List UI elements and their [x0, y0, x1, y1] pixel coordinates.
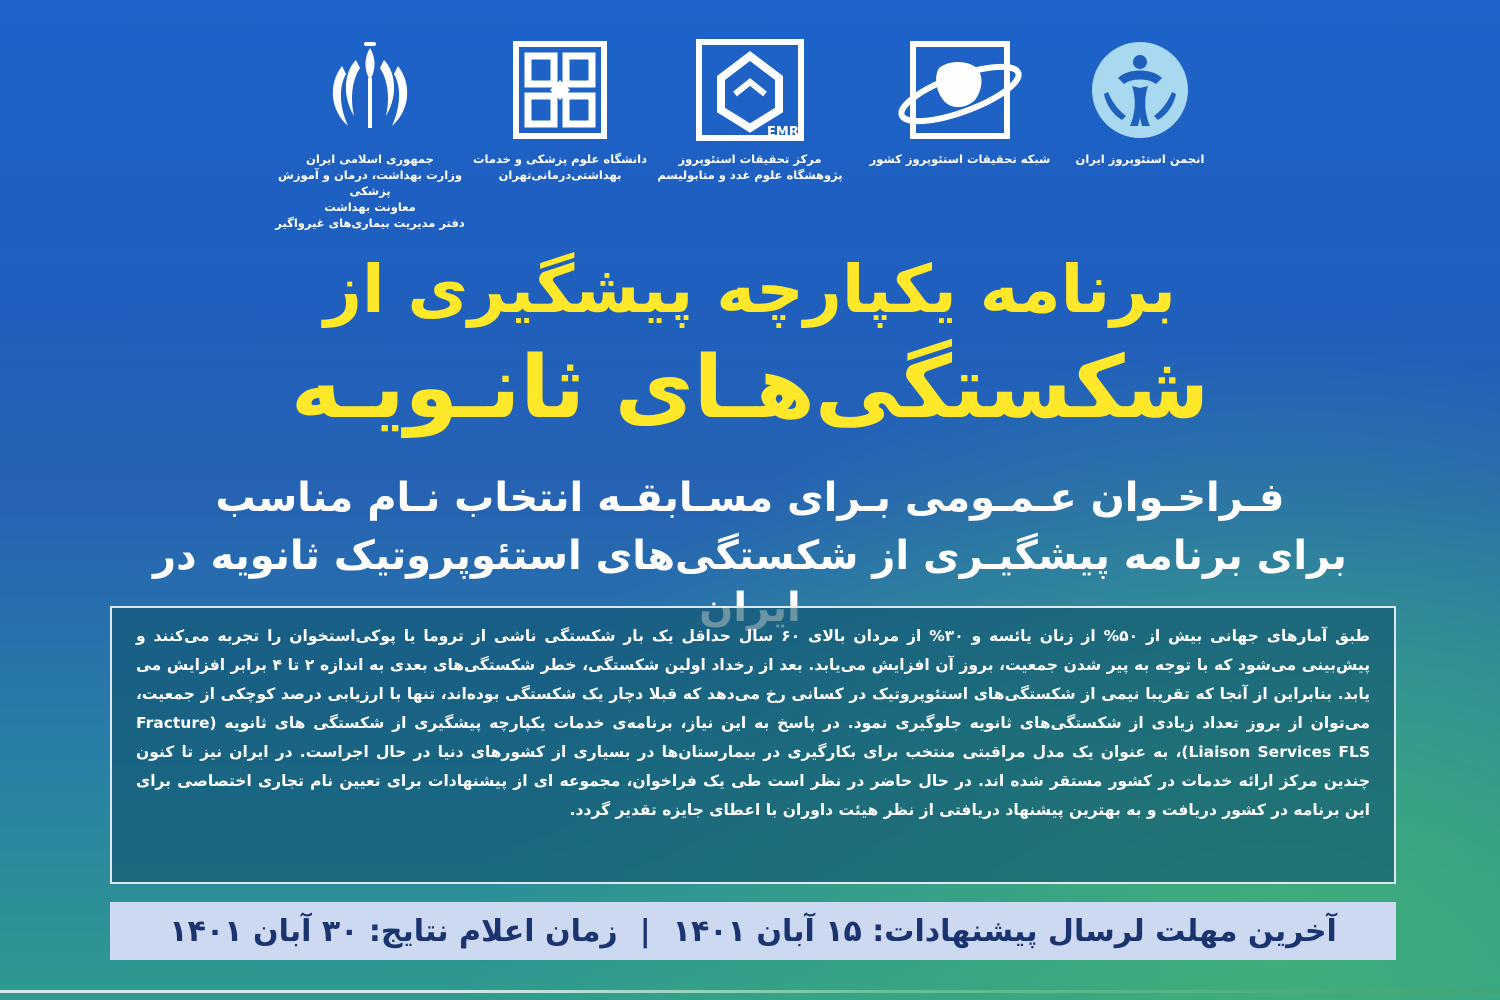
bottom-divider — [0, 990, 1500, 993]
results-date: زمان اعلام نتایج: ۳۰ آبان ۱۴۰۱ — [169, 913, 618, 949]
main-title-line1: برنامه یکپارچه پیشگیری از — [323, 251, 1177, 328]
logo-strip — [270, 35, 1230, 230]
emri-logo-icon — [650, 35, 850, 145]
logo-caption: جمهوری اسلامی ایران وزارت بهداشت، درمان و آموزش پزشکی معاونت بهداشت دفتر مدیریت بیماری‌های غیرواگیر — [275, 152, 465, 230]
submission-deadline: آخرین مهلت لرسال پیشنهادات: ۱۵ آبان ۱۴۰۱ — [672, 913, 1337, 949]
osteoporosis-society-logo-icon — [1040, 35, 1240, 145]
tums-logo — [460, 35, 660, 183]
iran-ministry-logo — [270, 35, 470, 231]
emri-logo — [650, 35, 850, 183]
osteoporosis-network-logo — [860, 35, 1060, 167]
tums-logo-icon — [460, 35, 660, 145]
description-text: طبق آمارهای جهانی بیش از ۵۰% از زنان یائسه و ۳۰% از مردان بالای ۶۰ سال حداقل یک بار شکستگی ناشی از تروما یا پوکی‌استخوان را تجربه می‌کنند و پیش‌بینی می‌شود که با توجه به پیر شدن جمعیت، بروز آن افزایش می‌یابد. بعد از رخداد اولین شکستگی، خطر شکستگی‌های بعدی به اندازه ۲ تا ۴ برابر افزایش می یابد. بنابراین از آنجا که تقریبا نیمی از شکستگی‌های استئوپروتیک در کسانی رخ می‌دهد که قبلا دچار یک شکستگی بوده‌اند، تنها با ارزیابی درصد کوچکی از جمعیت، می‌توان از بروز تعداد زیادی از شکستگی‌های ثانویه جلوگیری نمود. در پاسخ به این نیاز، برنامه‌ی خدمات یکپارچه پیشگیری از شکستگی های ثانویه (Fracture Liaison Services FLS)، به عنوان یک مدل مراقبتی منتخب برای بکارگیری در بیمارستان‌ها در بسیاری از کشورهای دنیا در حال اجراست. در ایران نیز تا کنون چندین مرکز ارائه خدمات در کشور مستقر شده اند. در حال حاضر در نظر است طی یک فراخوان، مجموعه ای از پیشنهادات برای تعیین نام تجاری اختصاصی برای این برنامه در کشور دریافت و به بهترین پیشنهاد دریافتی از نظر هیئت داوران با اعطای جایزه تقدیر گردد. — [136, 627, 1371, 819]
logo-caption: شبکه تحقیقات استئوپروز کشور — [869, 152, 1051, 166]
subtitle-line2: برای برنامه پیشگیـری از شکستگی‌های استئوپروتیک ثانویه در — [153, 533, 1347, 579]
subtitle-line1: فـراخـوان عـمـومی بـرای مسـابقـه انتخاب نـام مناسب — [215, 475, 1285, 521]
description-panel — [110, 606, 1396, 884]
emri-logo-text: EMRI — [767, 125, 804, 140]
logo-caption: انجمن استئوپروز ایران — [1075, 152, 1205, 166]
logo-caption: دانشگاه علوم پزشکی و خدمات بهداشتی‌درمانی‌تهران — [472, 152, 648, 182]
main-title-line2: شکستگی‌هـای ثانـویـه — [290, 338, 1210, 438]
osteoporosis-society-logo — [1040, 35, 1240, 167]
logo-caption: مرکز تحقیقات استئوپروز پژوهشگاه علوم غدد و متابولیسم — [657, 152, 843, 182]
deadline-separator: | — [639, 913, 651, 949]
osteoporosis-network-logo-icon — [860, 35, 1060, 145]
deadline-bar — [110, 902, 1396, 960]
iran-emblem-icon — [270, 35, 470, 145]
